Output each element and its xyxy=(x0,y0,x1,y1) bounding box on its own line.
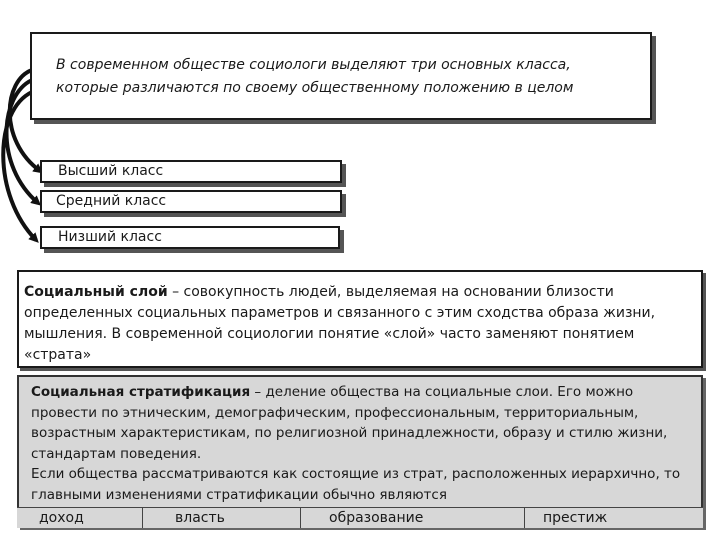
stratification-definition: – деление общества на социальные слои. Его можно провести по этническим, демографическим, профессиональным, территориальным, возрастным характеристикам, по религиозной принадлежности, образу и стилю жизни, стандартам поведения. xyxy=(31,384,668,462)
criterion-education: образование xyxy=(301,508,525,528)
class-box-middle: Средний класс xyxy=(40,190,342,213)
intro-text xyxy=(56,54,641,100)
criterion-power: власть xyxy=(143,508,301,528)
stratification-term: Социальная стратификация xyxy=(31,384,251,400)
social-layer-text xyxy=(24,282,692,366)
social-layer-box xyxy=(17,270,703,368)
intro-line-1: В современном обществе социологи выделяют три основных класса, xyxy=(56,57,571,73)
criterion-income: доход xyxy=(17,508,143,528)
stratification-box xyxy=(17,375,703,527)
intro-box xyxy=(30,32,652,120)
stratification-continuation: Если общества рассматриваются как состоящие из страт, расположенных иерархично, то главными изменениями стратификации обычно являются xyxy=(31,466,681,503)
criteria-row xyxy=(17,507,703,528)
stratification-text xyxy=(31,382,696,505)
social-layer-term: Социальный слой xyxy=(24,284,168,300)
class-box-lower: Низший класс xyxy=(40,226,340,249)
class-box-upper: Высший класс xyxy=(40,160,342,183)
social-layer-definition: – совокупность людей, выделяемая на основании близости определенных социальных параметров и связанного с этим сходства образа жизни, мышления. В современной социологии понятие «слой» часто заменяют понятием «страта» xyxy=(24,284,656,363)
criterion-prestige: престиж xyxy=(543,510,608,526)
intro-line-2: которые различаются по своему общественному положению в целом xyxy=(56,80,574,96)
